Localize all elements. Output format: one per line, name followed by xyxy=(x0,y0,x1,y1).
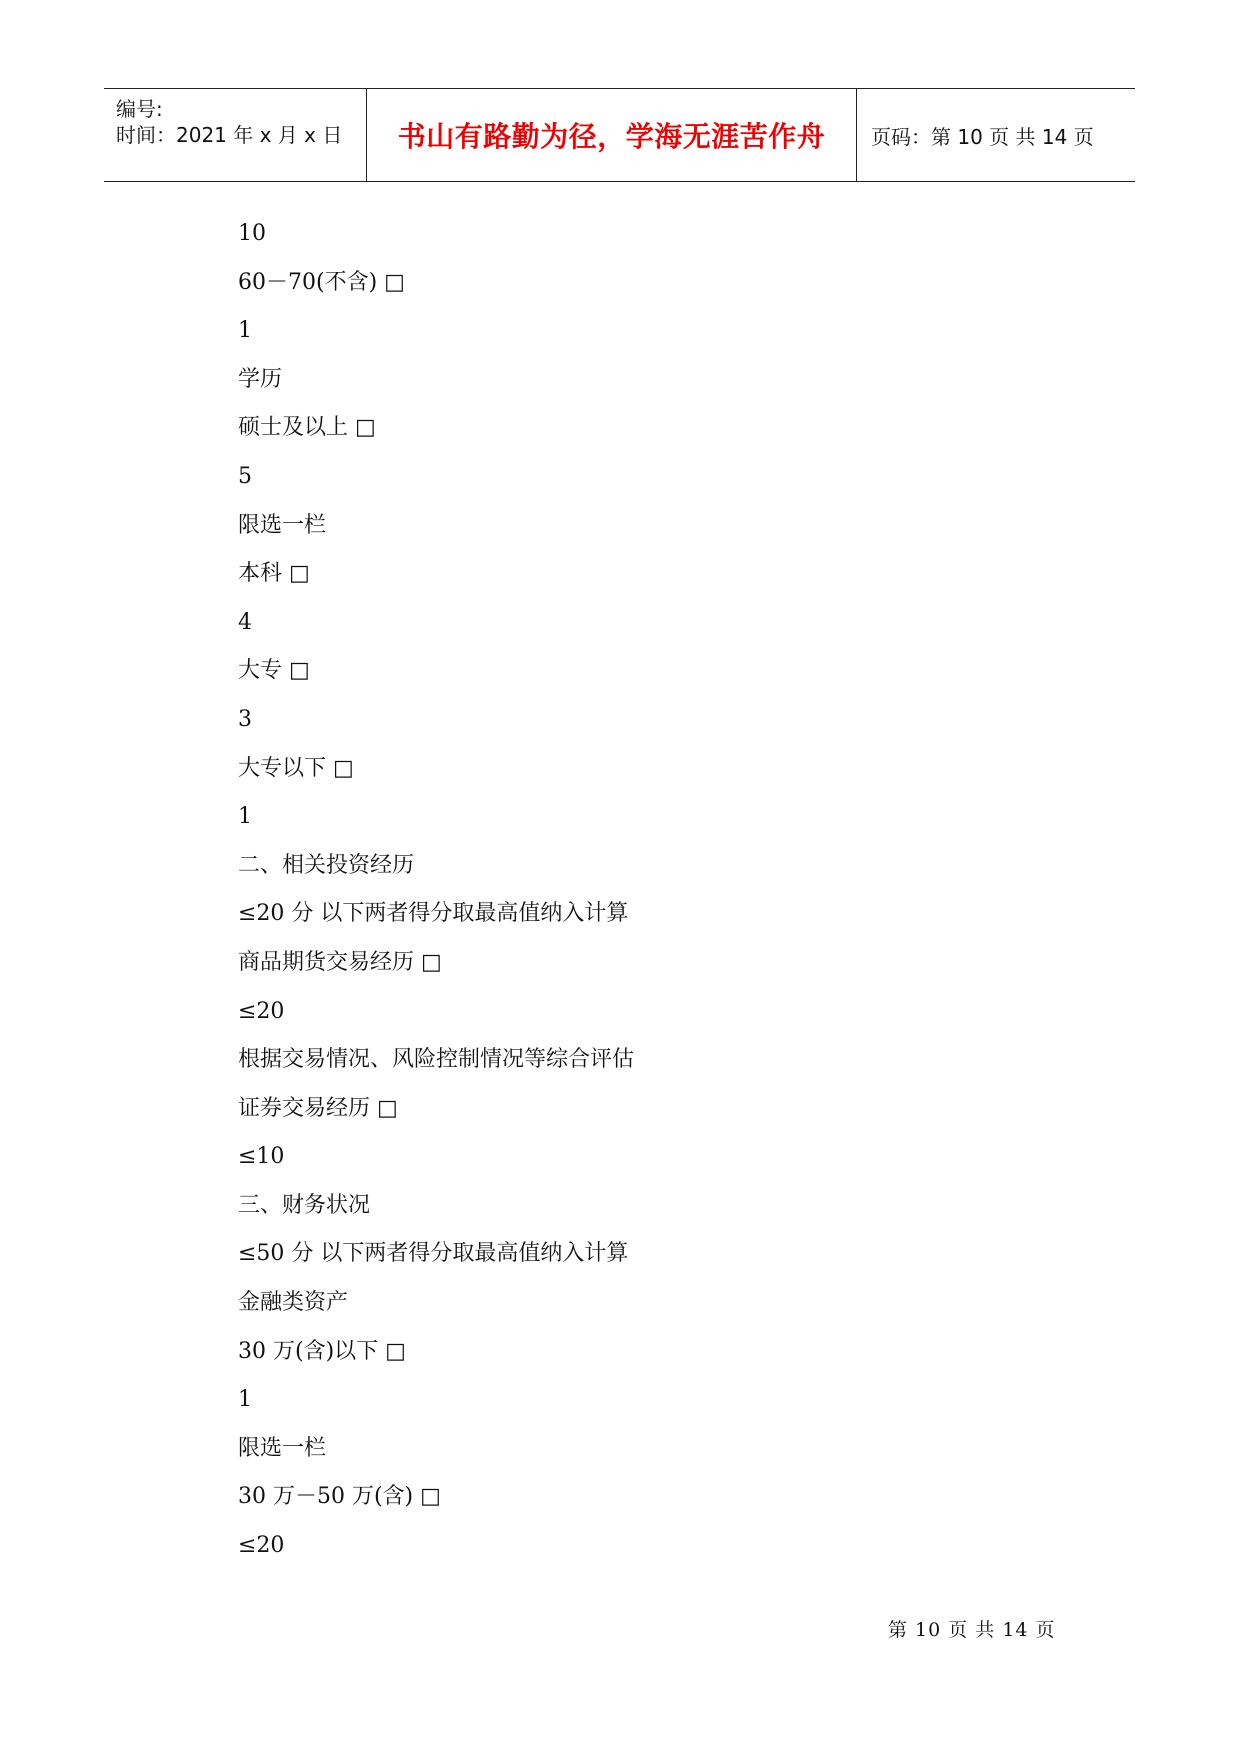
body-line: 5 xyxy=(238,463,252,489)
header-motto: 书山有路勤为径，学海无涯苦作舟 xyxy=(397,120,826,153)
body-line: ≤20 xyxy=(238,998,285,1024)
body-line: ≤20 xyxy=(238,1533,285,1559)
page-header xyxy=(104,88,1135,182)
body-line: 大专以下 □ xyxy=(238,755,354,781)
body-line: 1 xyxy=(238,318,252,344)
body-line: 60－70(不含) □ xyxy=(238,269,405,295)
body-line: 10 xyxy=(238,221,266,246)
header-motto-cell xyxy=(367,89,857,181)
body-line: 1 xyxy=(238,804,252,830)
body-line: 1 xyxy=(238,1387,252,1413)
body-line: 本科 □ xyxy=(238,561,310,587)
document-time-label: 时间：2021 年 x 月 x 日 xyxy=(116,123,343,147)
body-line: ≤10 xyxy=(238,1144,285,1170)
document-number-label: 编号: xyxy=(116,97,163,121)
body-line: 4 xyxy=(238,609,252,635)
body-line: 二、相关投资经历 xyxy=(238,852,415,878)
body-line: 根据交易情况、风险控制情况等综合评估 xyxy=(238,1047,635,1073)
body-line: 大专 □ xyxy=(238,658,310,684)
body-line: ≤20 分 以下两者得分取最高值纳入计算 xyxy=(238,901,629,927)
body-line: 限选一栏 xyxy=(238,512,327,538)
body-line: 证券交易经历 □ xyxy=(238,1095,398,1121)
body-line: 金融类资产 xyxy=(238,1290,349,1316)
body-line: 商品期货交易经历 □ xyxy=(238,949,442,975)
document-body xyxy=(238,210,1058,1571)
header-page-cell xyxy=(857,89,1135,181)
body-line: 三、财务状况 xyxy=(238,1192,371,1218)
header-page-code: 页码：第 10 页 共 14 页 xyxy=(871,124,1094,149)
body-line: 30 万－50 万(含) □ xyxy=(238,1484,441,1510)
body-line: ≤50 分 以下两者得分取最高值纳入计算 xyxy=(238,1241,629,1267)
body-line: 限选一栏 xyxy=(238,1435,327,1461)
page-footer: 第 10 页 共 14 页 xyxy=(888,1619,1056,1641)
body-line: 硕士及以上 □ xyxy=(238,415,376,441)
header-meta-cell xyxy=(104,89,367,181)
body-line: 学历 xyxy=(238,366,283,392)
body-line: 3 xyxy=(238,706,252,732)
body-line: 30 万(含)以下 □ xyxy=(238,1338,406,1364)
